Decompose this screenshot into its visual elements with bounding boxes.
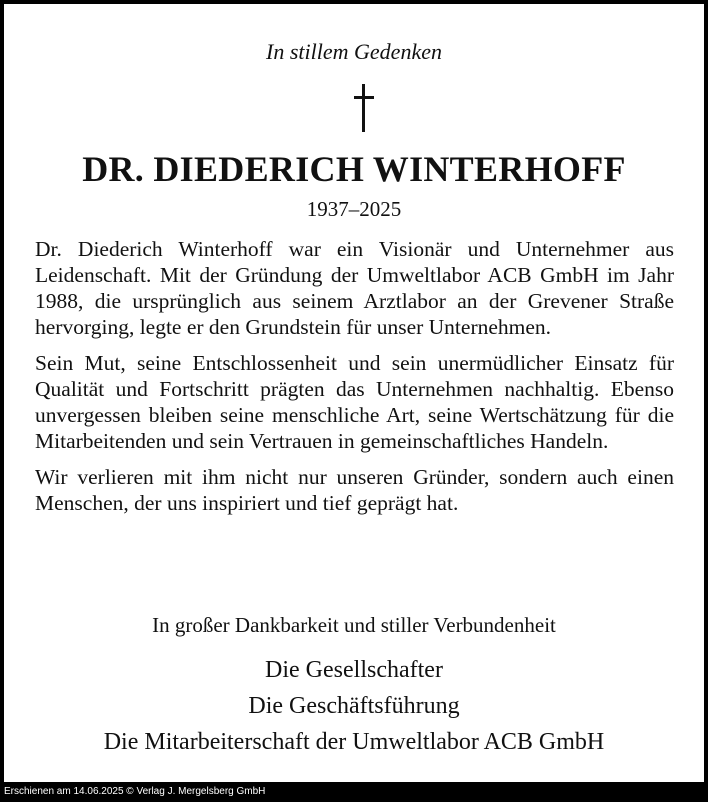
publication-footer: Erschienen am 14.06.2025 © Verlag J. Mergelsberg GmbH [4,786,266,797]
signer: Die Gesellschafter [265,657,443,683]
signer: Die Mitarbeiterschaft der Umweltlabor ACB GmbH [103,729,605,755]
signer: Die Geschäftsführung [248,693,460,719]
signers-list [4,652,704,760]
body-paragraph: Dr. Diederich Winterhoff war ein Visionär und Unternehmer aus Leidenschaft. Mit der Gründung der Umweltlabor ACB GmbH im Jahr 1988, die ursprünglich aus seinem Arztlabor an der Grevener Straße hervorging, legte er den Grundstein für unser Unternehmen. [35,237,674,339]
notice-heading: In stillem Gedenken [266,39,442,64]
notice-body [35,236,674,526]
body-paragraph: Sein Mut, seine Entschlossenheit und sein unermüdlicher Einsatz für Qualität und Fortschritt prägten das Unternehmen nachhaltig. Ebenso unvergessen bleiben seine menschliche Art, seine Wertschätzung für die Mitarbeitenden und sein Vertrauen in gemeinschaftliches Handeln. [35,351,674,453]
cross-icon [354,84,374,132]
body-paragraph: Wir verlieren mit ihm nicht nur unseren Gründer, sondern auch einen Menschen, der uns inspiriert und tief geprägt hat. [35,465,674,515]
obituary-card [4,4,704,782]
deceased-name: DR. DIEDERICH WINTERHOFF [82,149,626,189]
life-years: 1937–2025 [306,197,402,221]
closing-line: In großer Dankbarkeit und stiller Verbundenheit [152,613,556,637]
